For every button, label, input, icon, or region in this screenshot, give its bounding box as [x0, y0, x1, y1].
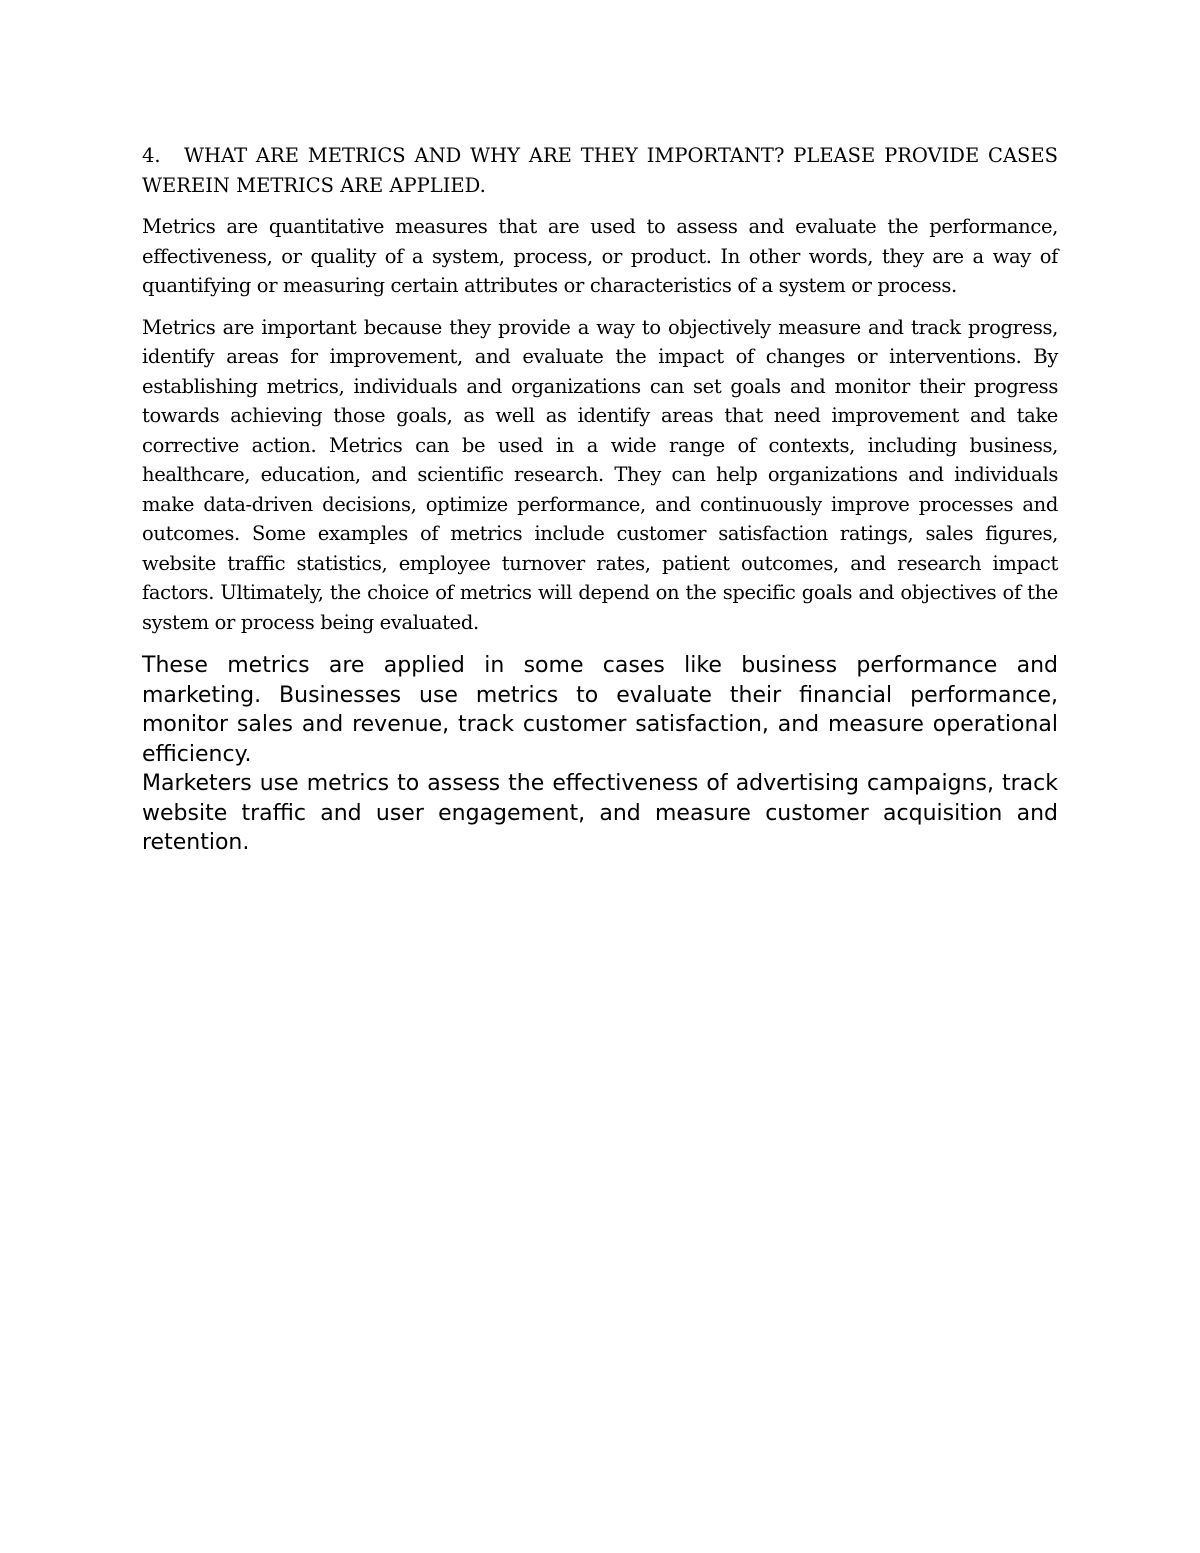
applications-business-text: These metrics are applied in some cases like business performance and marketing. Businesses use metrics to evaluate their financial performance, monitor sales and revenue, track customer satisfaction, and measure operational efficiency.: [142, 653, 1058, 767]
importance-paragraph: Metrics are important because they provide a way to objectively measure and track progress, identify areas for improvement, and evaluate the impact of changes or interventions. By establishing metrics, individuals and organizations can set goals and monitor their progress towards achieving those goals, as well as identify areas that need improvement and take corrective action. Metrics can be used in a wide range of contexts, including business, healthcare, education, and scientific research. They can help organizations and individuals make data-driven decisions, optimize performance, and continuously improve processes and outcomes. Some examples of metrics include customer satisfaction ratings, sales figures, website traffic statistics, employee turnover rates, patient outcomes, and research impact factors. Ultimately, the choice of metrics will depend on the specific goals and objectives of the system or process being evaluated.: [142, 315, 1058, 634]
document-body: [142, 141, 1058, 858]
applications-paragraph: [142, 651, 1058, 858]
definition-paragraph: Metrics are quantitative measures that are used to assess and evaluate the performance, effectiveness, or quality of a system, process, or product. In other words, they are a way of quantifying or measuring certain attributes or characteristics of a system or process.: [142, 215, 1058, 297]
applications-marketing-text: Marketers use metrics to assess the effectiveness of advertising campaigns, track website traffic and user engagement, and measure customer acquisition and retention.: [142, 771, 1058, 855]
question-heading: [142, 141, 1058, 200]
question-number: 4.: [142, 144, 161, 167]
question-text: WHAT ARE METRICS AND WHY ARE THEY IMPORTANT? PLEASE PROVIDE CASES WEREIN METRICS ARE APPLIED.: [142, 144, 1058, 197]
